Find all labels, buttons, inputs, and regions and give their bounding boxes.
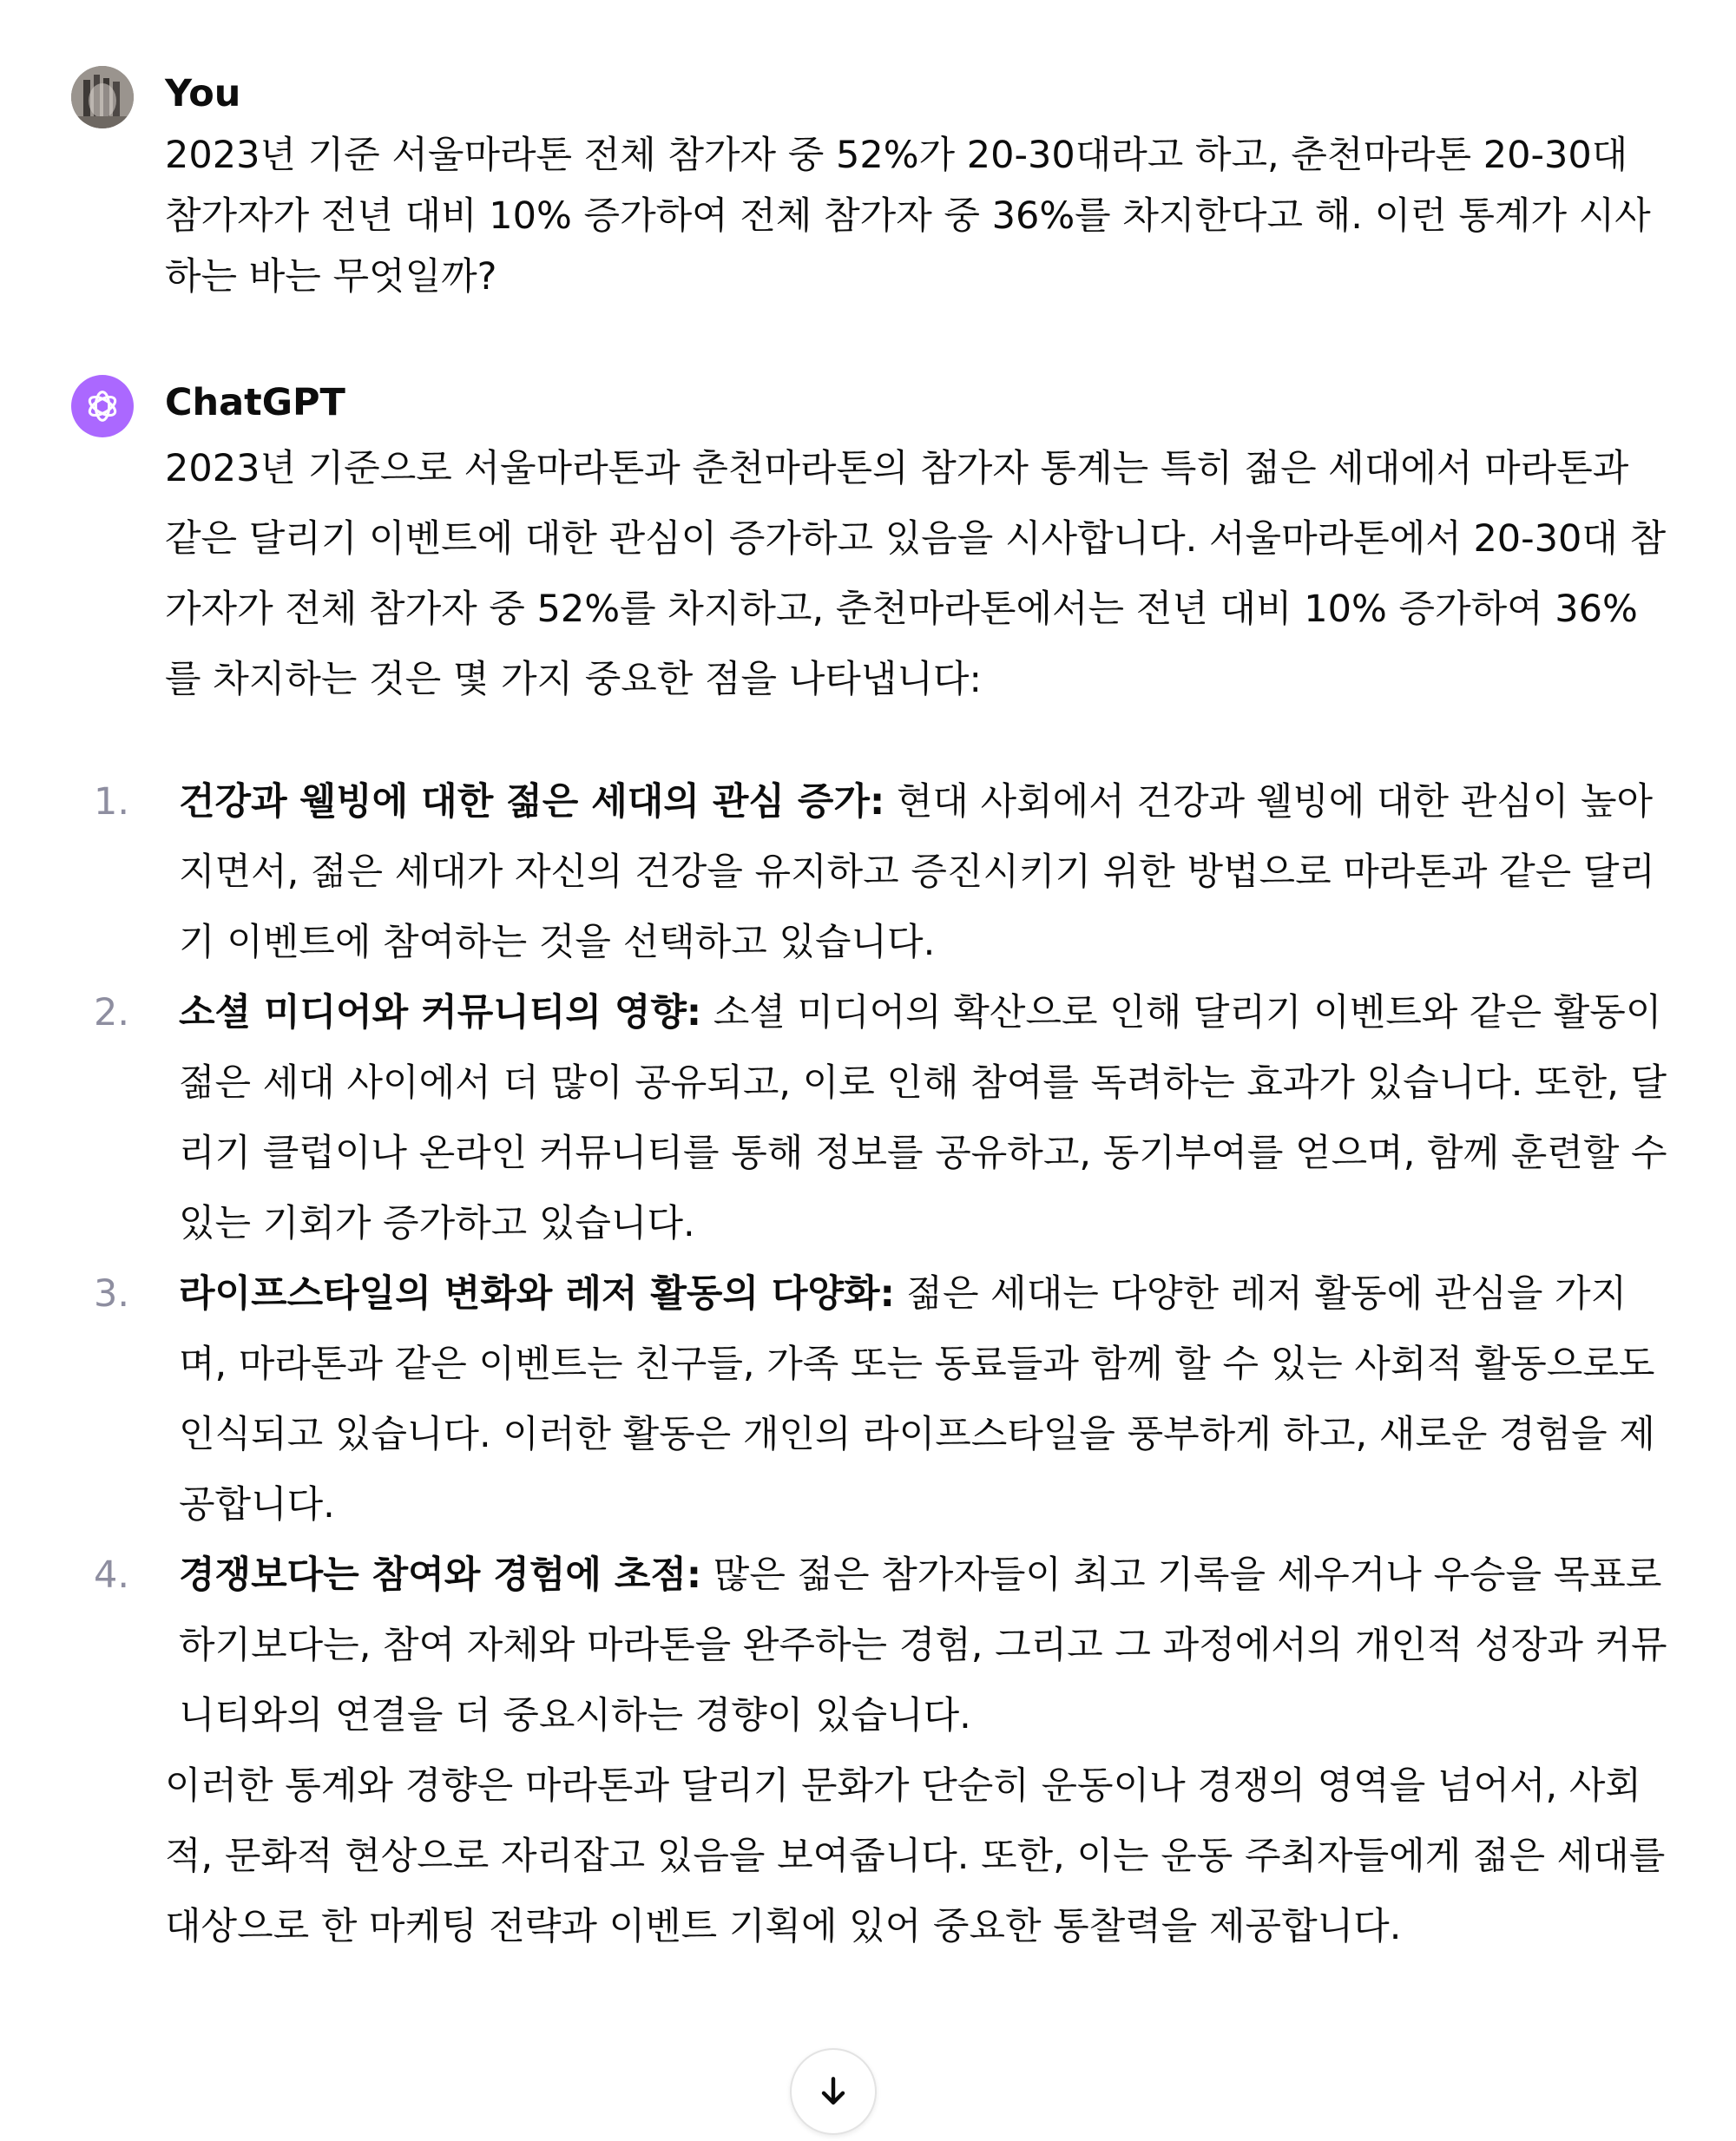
assistant-point-list — [94, 767, 1668, 1751]
list-item-number: 1. — [94, 780, 130, 824]
list-item — [94, 1540, 1668, 1751]
openai-logo-icon — [82, 386, 122, 426]
user-author-name: You — [165, 72, 241, 115]
scroll-to-bottom-button[interactable] — [790, 2048, 877, 2135]
list-item-title: 경쟁보다는 참여와 경험에 초점: — [179, 1553, 702, 1597]
list-item — [94, 978, 1668, 1259]
list-item-title: 소셜 미디어와 커뮤니티의 영향: — [179, 991, 702, 1034]
assistant-intro-paragraph: 2023년 기준으로 서울마라톤과 춘천마라톤의 참가자 통계는 특히 젊은 세대에서 마라톤과 같은 달리기 이벤트에 대한 관심이 증가하고 있음을 시사합니다. 서울마라톤에서 20-30대 참가자가 전체 참가자 중 52%를 차지하고, 춘천마라톤에서는 전년 대비 10% 증가하여 36%를 차지하는 것은 몇 가지 중요한 점을 나타냅니다: — [165, 447, 1667, 701]
user-avatar — [71, 66, 134, 128]
list-item-number: 2. — [94, 991, 130, 1034]
user-message-content — [165, 125, 1668, 307]
list-item-body: 젊은 세대는 다양한 레저 활동에 관심을 가지며, 마라톤과 같은 이벤트는 친구들, 가족 또는 동료들과 함께 할 수 있는 사회적 활동으로도 인식되고 있습니다. 이러한 활동은 개인의 라이프스타일을 풍부하게 하고, 새로운 경험을 제공합니다. — [179, 1272, 1655, 1527]
assistant-outro-paragraph: 이러한 통계와 경향은 마라톤과 달리기 문화가 단순히 운동이나 경쟁의 영역을 넘어서, 사회적, 문화적 현상으로 자리잡고 있음을 보여줍니다. 또한, 이는 운동 주최자들에게 젊은 세대를 대상으로 한 마케팅 전략과 이벤트 기획에 있어 중요한 통찰력을 제공합니다. — [165, 1764, 1666, 1948]
list-item-body: 현대 사회에서 건강과 웰빙에 대한 관심이 높아지면서, 젊은 세대가 자신의 건강을 유지하고 증진시키기 위한 방법으로 마라톤과 같은 달리기 이벤트에 참여하는 것을 선택하고 있습니다. — [179, 780, 1655, 964]
assistant-avatar — [71, 375, 134, 437]
user-photo-avatar-icon — [71, 66, 134, 128]
list-item — [94, 1259, 1668, 1540]
assistant-message-content — [94, 434, 1668, 1962]
list-item-title: 건강과 웰빙에 대한 젊은 세대의 관심 증가: — [179, 780, 885, 824]
list-item-number: 4. — [94, 1553, 130, 1597]
user-message-text: 2023년 기준 서울마라톤 전체 참가자 중 52%가 20-30대라고 하고, 춘천마라톤 20-30대 참가자가 전년 대비 10% 증가하여 전체 참가자 중 36%를 차지한다고 해. 이런 통계가 시사하는 바는 무엇일까? — [165, 134, 1651, 299]
arrow-down-icon — [814, 2072, 852, 2111]
list-item-body: 소셜 미디어의 확산으로 인해 달리기 이벤트와 같은 활동이 젊은 세대 사이에서 더 많이 공유되고, 이로 인해 참여를 독려하는 효과가 있습니다. 또한, 달리기 클럽이나 온라인 커뮤니티를 통해 정보를 공유하고, 동기부여를 얻으며, 함께 훈련할 수 있는 기회가 증가하고 있습니다. — [179, 991, 1667, 1245]
list-item — [94, 767, 1668, 978]
list-item-body: 많은 젊은 참가자들이 최고 기록을 세우거나 우승을 목표로 하기보다는, 참여 자체와 마라톤을 완주하는 경험, 그리고 그 과정에서의 개인적 성장과 커뮤니티와의 연결을 더 중요시하는 경향이 있습니다. — [179, 1553, 1667, 1737]
list-item-title: 라이프스타일의 변화와 레저 활동의 다양화: — [179, 1272, 895, 1316]
list-item-number: 3. — [94, 1272, 130, 1316]
assistant-author-name: ChatGPT — [165, 381, 345, 424]
